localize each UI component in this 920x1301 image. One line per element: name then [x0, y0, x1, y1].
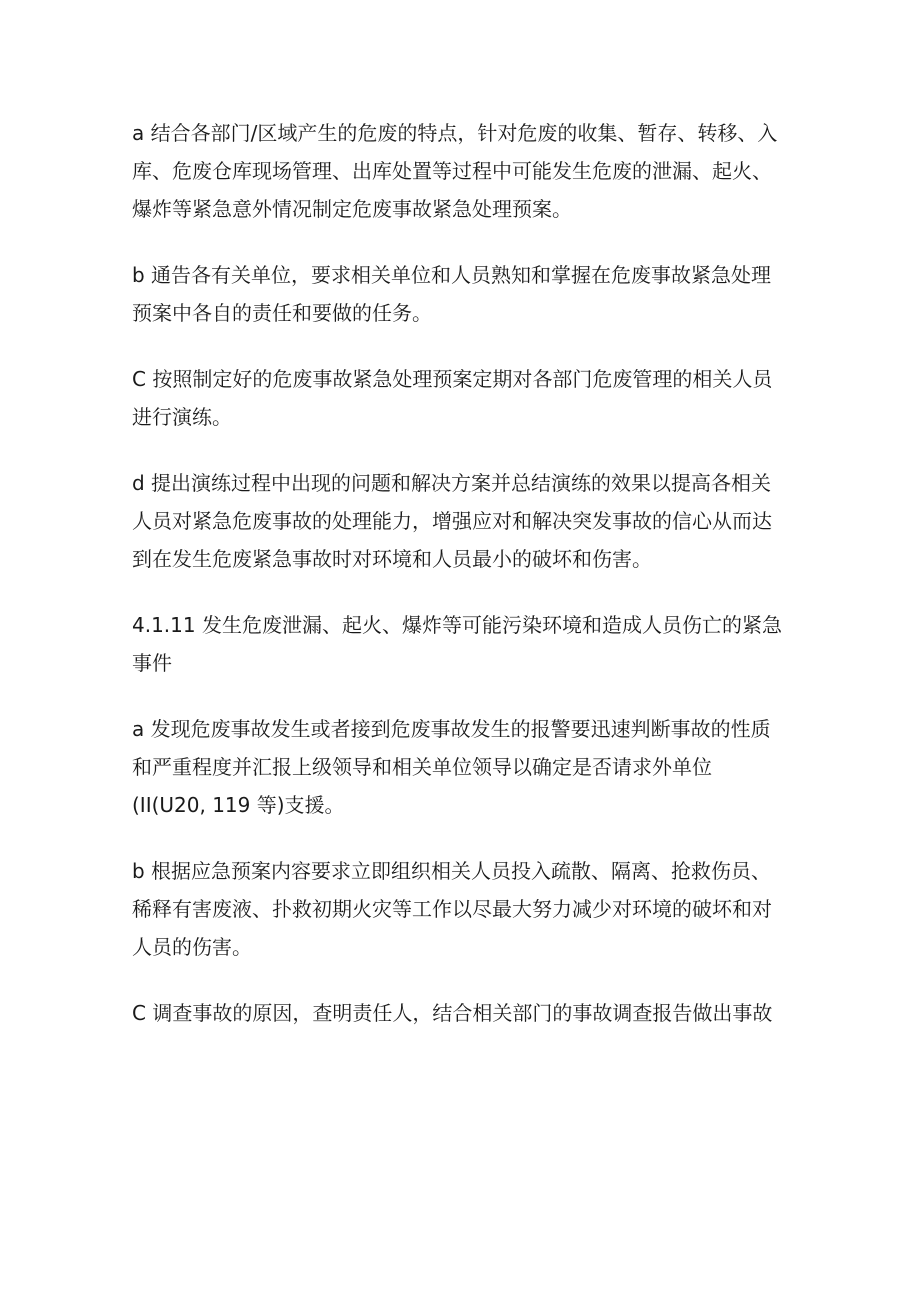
paragraph-a-report: [132, 710, 792, 824]
section-heading-4-1-11: [132, 606, 792, 682]
text-line: 到在发生危废紧急事故时对环境和人员最小的破坏和伤害。: [132, 547, 652, 571]
text-line: d 提出演练过程中出现的问题和解决方案并总结演练的效果以提高各相关: [132, 471, 772, 495]
text-line: 和严重程度并汇报上级领导和相关单位领导以确定是否请求外单位: [132, 755, 712, 779]
text-line: 爆炸等紧急意外情况制定危废事故紧急处理预案。: [132, 197, 572, 221]
text-line: b 通告各有关单位，要求相关单位和人员熟知和掌握在危废事故紧急处理: [132, 263, 772, 287]
text-line: b 根据应急预案内容要求立即组织相关人员投入疏散、隔离、抢救伤员、: [132, 859, 772, 883]
text-line: a 结合各部门/区域产生的危废的特点，针对危废的收集、暂存、转移、入: [132, 121, 778, 145]
document-body: [132, 114, 792, 1060]
text-line: (II(U20, 119 等)支援。: [132, 793, 345, 817]
text-line: 稀释有害废液、扑救初期火灾等工作以尽最大努力减少对环境的破坏和对: [132, 897, 772, 921]
paragraph-d-review: [132, 464, 792, 578]
text-line: 人员的伤害。: [132, 935, 252, 959]
text-line: 进行演练。: [132, 405, 232, 429]
paragraph-b-response: [132, 852, 792, 966]
text-line: 库、危废仓库现场管理、出库处置等过程中可能发生危废的泄漏、起火、: [132, 159, 772, 183]
text-line: a 发现危废事故发生或者接到危废事故发生的报警要迅速判断事故的性质: [132, 717, 771, 741]
text-line: 事件: [132, 651, 172, 675]
text-line: C 调查事故的原因，查明责任人，结合相关部门的事故调查报告做出事故: [132, 1001, 773, 1025]
paragraph-a-plan: [132, 114, 792, 228]
paragraph-c-drill: [132, 360, 792, 436]
paragraph-c-investigate: [132, 994, 792, 1032]
text-line: 人员对紧急危废事故的处理能力，增强应对和解决突发事故的信心从而达: [132, 509, 772, 533]
text-line: C 按照制定好的危废事故紧急处理预案定期对各部门危废管理的相关人员: [132, 367, 773, 391]
paragraph-b-notify: [132, 256, 792, 332]
text-line: 预案中各自的责任和要做的任务。: [132, 301, 432, 325]
text-line: 4.1.11 发生危废泄漏、起火、爆炸等可能污染环境和造成人员伤亡的紧急: [132, 613, 782, 637]
